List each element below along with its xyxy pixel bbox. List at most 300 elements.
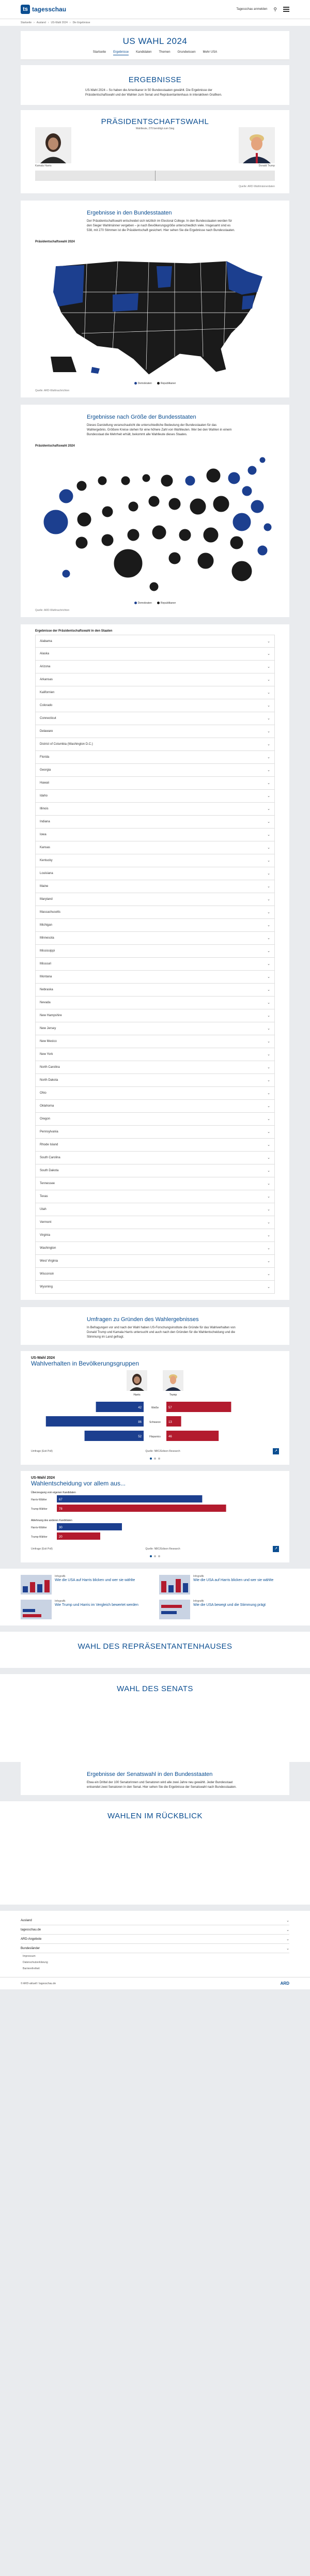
- bar: [57, 1532, 100, 1540]
- subnav-item[interactable]: Startseite: [92, 51, 106, 54]
- widget-foot-right: Quelle: NBC/Edison Research: [145, 1450, 180, 1453]
- state-name: Kentucky: [40, 859, 53, 862]
- value-label: 57: [168, 1406, 172, 1409]
- state-bubble[interactable]: [102, 506, 113, 517]
- source-note: Quelle: ARD-Wahlnachrichten: [35, 609, 70, 612]
- senate-section: [0, 1674, 310, 1762]
- state-name: Florida: [40, 756, 50, 759]
- widget-title: Wahlentscheidung vor allem aus...: [31, 1480, 126, 1487]
- widget-foot-left: Umfrage (Exit Poll): [31, 1547, 53, 1551]
- state-name: Pennsylvania: [40, 1130, 58, 1133]
- chevron-down-icon: ⌄: [267, 1169, 270, 1173]
- footer-link[interactable]: Ausland ⌄: [21, 1916, 289, 1925]
- top-right: [236, 7, 289, 12]
- share-icon[interactable]: ↗: [273, 1448, 279, 1454]
- page-title: US WAHL 2024: [122, 36, 188, 46]
- state-bubble[interactable]: [230, 536, 243, 549]
- legend-item: Demokraten: [134, 602, 152, 605]
- related-tiles: [0, 1569, 310, 1626]
- state-name: Maryland: [40, 898, 53, 901]
- ard-logo[interactable]: ARD: [280, 1981, 289, 1986]
- teaser-title: Wie die USA bewegt und die Stimmung prägt: [193, 1603, 266, 1607]
- state-bubble[interactable]: [148, 496, 160, 507]
- chevron-down-icon: ⌄: [267, 1208, 270, 1212]
- chevron-down-icon: ⌄: [267, 1182, 270, 1186]
- state-row[interactable]: [35, 661, 275, 673]
- chevron-down-icon: ⌄: [267, 1247, 270, 1250]
- bar-trump: [166, 1402, 231, 1412]
- state-row[interactable]: [35, 1242, 275, 1255]
- state-row[interactable]: [35, 764, 275, 777]
- teaser-image: [21, 1600, 52, 1619]
- candidate-photo-harris: [35, 127, 71, 163]
- footer-sublink[interactable]: Impressum: [23, 1955, 36, 1958]
- chevron-down-icon: ⌄: [267, 756, 270, 759]
- state-name: Michigan: [40, 924, 53, 927]
- chart-label: Präsidentschaftswahl 2024: [35, 444, 75, 448]
- group-label: Ablehnung des anderen Kandidaten: [31, 1519, 72, 1522]
- chevron-down-icon: ⌄: [267, 911, 270, 914]
- state-name: Washington: [40, 1247, 56, 1250]
- state-row[interactable]: [35, 1255, 275, 1268]
- chevron-down-icon: ⌄: [267, 846, 270, 850]
- state-row[interactable]: [35, 841, 275, 854]
- state-bubble[interactable]: [231, 561, 252, 581]
- chevron-down-icon: ⌄: [267, 937, 270, 940]
- source-note: Quelle: ARD-Wahlmännerdaten: [239, 185, 275, 188]
- state-bubble[interactable]: [257, 545, 268, 556]
- state-row[interactable]: [35, 1061, 275, 1074]
- candidate-name: Donald Trump: [258, 164, 275, 167]
- state-name: New York: [40, 1053, 53, 1056]
- state-row[interactable]: [35, 1139, 275, 1152]
- state-name: Alabama: [40, 639, 52, 643]
- logo[interactable]: [21, 5, 66, 14]
- bar: [57, 1495, 202, 1502]
- content: [21, 31, 289, 1562]
- chevron-down-icon: ⌄: [267, 1105, 270, 1108]
- chevron-down-icon: ⌄: [267, 1079, 270, 1082]
- value-label: 67: [59, 1498, 63, 1501]
- value-label: 78: [59, 1508, 63, 1511]
- state-row[interactable]: [35, 751, 275, 764]
- chevron-down-icon: ⌄: [267, 898, 270, 901]
- widget-footer: [31, 1448, 279, 1454]
- state-row[interactable]: [35, 1216, 275, 1229]
- candidate-right: [239, 127, 275, 167]
- intro-text: US-Wahl 2024 – So haben die Amerikaner in 50 Bundesstaaten gewählt. Die Ergebnisse der Präsidentschaftswahl und der Wahlen zum Senat und Repräsentantenhaus in interaktiven Grafiken.: [85, 89, 222, 97]
- bubble-article: [21, 405, 289, 617]
- footer-sublink[interactable]: Datenschutzerklärung: [23, 1961, 48, 1964]
- state-row[interactable]: [35, 673, 275, 686]
- state-name: Oregon: [40, 1117, 51, 1121]
- login-link[interactable]: Tagesschau anmelden: [236, 8, 268, 11]
- state-bubble[interactable]: [101, 534, 114, 546]
- chevron-down-icon: ⌄: [267, 1234, 270, 1237]
- state-row[interactable]: [35, 1048, 275, 1061]
- state-bubble[interactable]: [190, 498, 206, 515]
- state-row[interactable]: [35, 1203, 275, 1216]
- state-row[interactable]: [35, 906, 275, 919]
- state-row[interactable]: [35, 958, 275, 971]
- chevron-down-icon: ⌄: [267, 1001, 270, 1005]
- right-label: Trump: [169, 1393, 177, 1397]
- poll-widget-groups: [21, 1351, 289, 1465]
- state-name: Delaware: [40, 730, 53, 733]
- state-name: Nevada: [40, 1001, 51, 1004]
- bar: [57, 1505, 226, 1512]
- state-row[interactable]: [35, 738, 275, 751]
- chevron-down-icon: ⌄: [267, 730, 270, 733]
- bar-harris: [96, 1402, 144, 1412]
- state-name: South Carolina: [40, 1156, 60, 1159]
- state-row[interactable]: [35, 893, 275, 906]
- state-row[interactable]: [35, 867, 275, 880]
- state-row[interactable]: [35, 1074, 275, 1087]
- section-title: ERGEBNISSE: [128, 75, 182, 84]
- breadcrumb-item[interactable]: US-Wahl 2024: [51, 21, 68, 24]
- teaser-tile[interactable]: [159, 1600, 289, 1619]
- candidate-photo-trump: [239, 127, 275, 163]
- state-bubble[interactable]: [228, 472, 240, 484]
- chevron-down-icon: ⌄: [267, 691, 270, 695]
- breadcrumb-item[interactable]: Ausland: [36, 21, 46, 24]
- state-row[interactable]: [35, 919, 275, 932]
- chevron-down-icon: ⌄: [267, 1027, 270, 1031]
- harris-photo: [127, 1370, 147, 1397]
- teaser-kicker: Infografik: [193, 1600, 204, 1603]
- legend-item: Republikaner: [157, 602, 176, 605]
- state-name: Virginia: [40, 1234, 50, 1237]
- category-label: Harris-Wähler: [31, 1498, 47, 1501]
- state-name: Tennessee: [40, 1182, 55, 1185]
- chevron-down-icon: ⌄: [267, 1014, 270, 1018]
- state-name: District of Columbia (Washington D.C.): [40, 743, 93, 746]
- presidential-subtitle: Wahlleute, 270 benötigt zum Sieg: [135, 127, 175, 130]
- state-name: Hawaii: [40, 781, 50, 785]
- state-bubble[interactable]: [213, 496, 229, 512]
- chevron-down-icon: ⌄: [267, 769, 270, 772]
- chevron-down-icon: ⌄: [267, 859, 270, 863]
- value-label: 30: [59, 1526, 63, 1529]
- state-name: New Mexico: [40, 1040, 57, 1043]
- state-row[interactable]: [35, 1087, 275, 1100]
- subnav-item[interactable]: Mehr USA: [203, 51, 218, 54]
- widget-foot-right: Quelle: NBC/Edison Research: [145, 1547, 180, 1551]
- state-name: Nebraska: [40, 988, 53, 991]
- value-label: 86: [138, 1421, 142, 1424]
- category-label: Trump-Wähler: [31, 1536, 48, 1539]
- state-bubble[interactable]: [247, 466, 257, 475]
- state-bubble[interactable]: [98, 476, 107, 485]
- teaser-kicker: Infografik: [55, 1600, 66, 1603]
- chevron-down-icon: ⌄: [267, 665, 270, 669]
- chevron-down-icon: ⌄: [267, 1040, 270, 1044]
- state-row[interactable]: [35, 816, 275, 829]
- map-legend: [35, 382, 275, 385]
- article-title: Ergebnisse der Senatswahl in den Bundesstaaten: [87, 1771, 213, 1777]
- state-name: Arizona: [40, 665, 51, 668]
- state-row[interactable]: [35, 996, 275, 1009]
- chevron-down-icon: ⌄: [267, 1260, 270, 1263]
- state-name: Utah: [40, 1208, 47, 1211]
- state-row[interactable]: [35, 686, 275, 699]
- chevron-down-icon: ⌄: [267, 975, 270, 979]
- state-row[interactable]: [35, 790, 275, 803]
- map-article: [21, 201, 289, 397]
- electoral-result-bar: [35, 171, 275, 181]
- state-row[interactable]: [35, 1229, 275, 1242]
- footer-sublink[interactable]: Barrierefreiheit: [23, 1967, 40, 1970]
- state-row[interactable]: [35, 1126, 275, 1139]
- chevron-down-icon: ⌄: [267, 1066, 270, 1069]
- presidential-section: [21, 110, 289, 193]
- state-bubble[interactable]: [75, 536, 88, 549]
- subnav-item[interactable]: Grundwissen: [177, 51, 196, 54]
- state-name: Montana: [40, 975, 52, 978]
- search-icon[interactable]: ⚲: [273, 6, 277, 12]
- state-bubble[interactable]: [197, 553, 214, 569]
- state-row[interactable]: [35, 725, 275, 738]
- carousel-dots[interactable]: [21, 1458, 289, 1460]
- chevron-down-icon: ⌄: [267, 1156, 270, 1160]
- bubble-legend: [35, 602, 275, 605]
- teaser-tile[interactable]: [21, 1600, 151, 1619]
- state-row[interactable]: [35, 699, 275, 712]
- section-title: WAHL DES REPRÄSENTANTENHAUSES: [78, 1642, 233, 1651]
- section-title: PRÄSIDENTSCHAFTSWAHL: [101, 117, 209, 126]
- bar-harris: [85, 1431, 144, 1441]
- state-row[interactable]: [35, 971, 275, 984]
- candidate-name: Kamala Harris: [35, 164, 52, 167]
- breadcrumb: Startseite › Ausland › US-Wahl 2024 › Die Ergebnisse: [0, 19, 310, 26]
- bar-chart-rejection: [31, 1522, 279, 1543]
- subnav-item[interactable]: Themen: [159, 51, 171, 54]
- state-row[interactable]: [35, 1035, 275, 1048]
- state-bubble[interactable]: [127, 529, 140, 541]
- footer-bottom: [0, 1977, 310, 1989]
- state-name: Rhode Island: [40, 1143, 58, 1146]
- us-map[interactable]: [35, 246, 275, 380]
- state-list: [35, 635, 275, 1294]
- value-label: 52: [138, 1435, 142, 1438]
- breadcrumb-item[interactable]: Startseite: [21, 21, 32, 24]
- widget-title: Wahlverhalten in Bevölkerungsgruppen: [31, 1360, 140, 1367]
- trump-photo: [163, 1370, 183, 1397]
- state-bubble[interactable]: [128, 501, 138, 512]
- state-bubble[interactable]: [77, 512, 91, 527]
- footer-link[interactable]: ARD-Angebote ⌄: [21, 1935, 289, 1944]
- left-label: Harris: [133, 1393, 141, 1397]
- teaser-title: Wie Trump und Harris im Vergleich bewertet werden: [55, 1603, 138, 1607]
- house-section: [0, 1632, 310, 1668]
- state-bubble[interactable]: [121, 476, 130, 485]
- state-row[interactable]: [35, 803, 275, 816]
- state-name: Oklahoma: [40, 1105, 54, 1108]
- category-label: Schwarze: [149, 1421, 161, 1424]
- chevron-down-icon: ⌄: [267, 652, 270, 656]
- state-row[interactable]: [35, 1152, 275, 1164]
- source-note: Quelle: ARD-Wahlnachrichten: [35, 389, 70, 392]
- bar-trump: [166, 1431, 219, 1441]
- bar-chart-conviction: [31, 1494, 279, 1515]
- state-row[interactable]: [35, 777, 275, 790]
- state-name: Indiana: [40, 820, 50, 823]
- teaser-kicker: Infografik: [55, 1575, 66, 1578]
- state-bubble[interactable]: [62, 570, 70, 578]
- state-bubble[interactable]: [206, 468, 221, 483]
- state-name: Massachusetts: [40, 911, 61, 914]
- chevron-down-icon: ⌄: [267, 885, 270, 888]
- chevron-down-icon: ⌄: [267, 794, 270, 798]
- state-row[interactable]: [35, 984, 275, 996]
- state-bubble[interactable]: [76, 481, 87, 491]
- chevron-down-icon: ⌄: [267, 1117, 270, 1121]
- bar-harris: [46, 1416, 144, 1427]
- teaser-image: [21, 1575, 52, 1594]
- article-title: Umfragen zu Gründen des Wahlergebnisses: [87, 1316, 199, 1323]
- state-row[interactable]: [35, 880, 275, 893]
- chevron-down-icon: ⌄: [267, 639, 270, 643]
- share-icon[interactable]: ↗: [273, 1546, 279, 1552]
- logo-mark: ts: [21, 5, 30, 14]
- state-bubble[interactable]: [168, 498, 181, 510]
- state-name: Texas: [40, 1195, 48, 1198]
- candidate-left: [35, 127, 71, 167]
- state-name: Louisiana: [40, 872, 53, 875]
- state-name: Wisconsin: [40, 1272, 54, 1276]
- state-name: Kansas: [40, 846, 51, 849]
- category-label: Hispanics: [149, 1435, 161, 1438]
- bubble-chart[interactable]: [35, 450, 275, 600]
- chevron-down-icon: ⌄: [267, 988, 270, 992]
- carousel-dots[interactable]: [21, 1555, 289, 1557]
- state-name: Alaska: [40, 652, 50, 655]
- section-title: WAHL DES SENATS: [117, 1684, 193, 1693]
- state-bubble[interactable]: [203, 527, 219, 543]
- teaser-title: Wie die USA auf Harris blicken und wer sie wählte: [55, 1578, 135, 1582]
- page-bottom-spacer: [0, 1989, 310, 2031]
- category-label: Harris-Wähler: [31, 1526, 47, 1529]
- state-name: Arkansas: [40, 678, 53, 681]
- chevron-down-icon: ⌄: [267, 743, 270, 746]
- state-name: North Dakota: [40, 1079, 58, 1082]
- state-row[interactable]: [35, 648, 275, 661]
- state-bubble[interactable]: [59, 489, 73, 503]
- footer-links: [0, 1911, 310, 1977]
- subnav-item-active[interactable]: Ergebnisse: [113, 51, 129, 55]
- state-row[interactable]: [35, 1190, 275, 1203]
- butterfly-chart: [31, 1399, 279, 1445]
- widget-foot-left: Umfrage (Exit Poll): [31, 1450, 53, 1453]
- state-row[interactable]: [35, 932, 275, 945]
- value-label: 42: [138, 1406, 142, 1409]
- chevron-down-icon: ⌄: [267, 1143, 270, 1147]
- article-text: Dieses Darstellung veranschaulicht die unterschiedliche Bedeutung der Bundesstaaten für das Wahlergebnis. Größere Kreise stehen für eine höhere Zahl von Wahlleuten. Wer bei den Wahlen in einem Bundesstaat die Mehrheit erhält, bekommt alle Wahlleute dieses Staates.: [87, 424, 232, 436]
- group-label: Überzeugung vom eigenen Kandidaten: [31, 1491, 76, 1494]
- chevron-down-icon: ⌄: [267, 807, 270, 811]
- state-bubble[interactable]: [168, 552, 181, 564]
- chevron-down-icon: ⌄: [267, 833, 270, 837]
- state-bubble[interactable]: [259, 457, 266, 463]
- legend-item: Republikaner: [157, 382, 176, 385]
- state-bubble[interactable]: [114, 549, 143, 578]
- table-title: Ergebnisse der Präsidentschaftswahl in den Staaten: [35, 630, 113, 633]
- state-bubble[interactable]: [149, 582, 159, 591]
- widget-kicker: US-Wahl 2024: [31, 1356, 55, 1360]
- state-row[interactable]: [35, 635, 275, 648]
- logo-text: tagesschau: [32, 6, 67, 13]
- state-bubble[interactable]: [43, 510, 68, 534]
- chevron-down-icon: ⌄: [267, 962, 270, 966]
- state-row[interactable]: [35, 1177, 275, 1190]
- footer-link[interactable]: tagesschau.de ⌄: [21, 1925, 289, 1935]
- menu-icon[interactable]: [283, 7, 289, 12]
- chevron-down-icon: ⌄: [267, 678, 270, 682]
- state-row[interactable]: [35, 712, 275, 725]
- state-bubble[interactable]: [142, 474, 150, 482]
- state-name: Georgia: [40, 769, 51, 772]
- state-row[interactable]: [35, 1268, 275, 1281]
- state-row[interactable]: [35, 854, 275, 867]
- survey-article: [21, 1307, 289, 1345]
- footer-link[interactable]: Bundesländer ⌄: [21, 1944, 289, 1953]
- state-row[interactable]: [35, 1164, 275, 1177]
- section-title: WAHLEN IM RÜCKBLICK: [107, 1812, 203, 1820]
- chevron-down-icon: ⌄: [267, 704, 270, 708]
- state-name: South Dakota: [40, 1169, 59, 1172]
- page-header: [21, 31, 289, 60]
- category-label: Trump-Wähler: [31, 1508, 48, 1511]
- state-bubble[interactable]: [185, 476, 195, 486]
- state-row[interactable]: [35, 1100, 275, 1113]
- category-label: Weiße: [151, 1406, 159, 1409]
- teaser-kicker: Infografik: [193, 1575, 204, 1578]
- teaser-tile[interactable]: [21, 1575, 151, 1594]
- state-row[interactable]: [35, 829, 275, 841]
- state-row[interactable]: [35, 1281, 275, 1294]
- state-bubble[interactable]: [251, 500, 264, 513]
- chevron-down-icon: ⌄: [267, 1092, 270, 1095]
- state-bubble[interactable]: [179, 529, 191, 541]
- article-title: Ergebnisse in den Bundesstaaten: [87, 210, 172, 216]
- copyright: © ARD-aktuell / tagesschau.de: [21, 1982, 56, 1985]
- state-bubble[interactable]: [161, 474, 173, 487]
- widget-kicker: US-Wahl 2024: [31, 1476, 55, 1480]
- chevron-down-icon: ⌄: [267, 781, 270, 785]
- teaser-tile[interactable]: [159, 1575, 289, 1594]
- subnav-item[interactable]: Kandidaten: [136, 51, 152, 54]
- chevron-down-icon: ⌄: [267, 924, 270, 927]
- state-bubble[interactable]: [264, 523, 272, 531]
- state-name: Vermont: [40, 1221, 52, 1224]
- state-row[interactable]: [35, 945, 275, 958]
- chevron-down-icon: ⌄: [267, 949, 270, 953]
- chart-label: Präsidentschaftswahl 2024: [35, 240, 75, 243]
- bar: [57, 1523, 122, 1530]
- state-row[interactable]: [35, 1022, 275, 1035]
- state-bubble[interactable]: [152, 525, 166, 540]
- chevron-down-icon: ⌄: [267, 1272, 270, 1276]
- state-bubble[interactable]: [242, 486, 252, 496]
- teaser-image: [159, 1575, 190, 1594]
- state-row[interactable]: [35, 1113, 275, 1126]
- article-text: Der Präsidentschaftswahl entscheidet sich letztlich im Electoral College. In den Bundesstaaten werden für den Sieger Wahlmänner vergeben – je nach Bevölkerungsgröße unterschiedlich viele. Insgesamt sind es 538, mit 270 Stimmen ist die Präsidentschaft gesichert. Hier sehen Sie die Ergebnisse nach Bundesstaaten.: [87, 220, 235, 232]
- state-row[interactable]: [35, 1009, 275, 1022]
- state-bubble[interactable]: [233, 513, 251, 531]
- state-name: Illinois: [40, 807, 49, 810]
- chevron-down-icon: ⌄: [267, 1285, 270, 1289]
